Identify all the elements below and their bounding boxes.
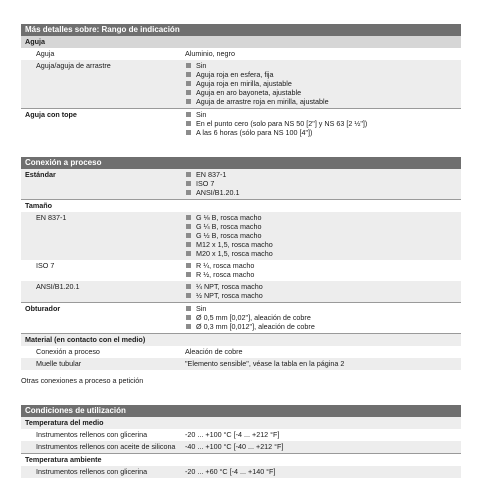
table-row [21, 281, 461, 303]
row-label: Obturador [21, 303, 181, 334]
row-label: Estándar [21, 169, 181, 200]
row-value: -20 ... +60 °C [-4 ... +140 °F] [181, 466, 461, 478]
row-label: Material (en contacto con el medio) [21, 334, 461, 347]
row-value: -40 ... +100 °C [-40 ... +212 °F] [181, 441, 461, 454]
list-item: Sin [185, 110, 457, 119]
list-item: M12 x 1,5, rosca macho [185, 240, 457, 249]
section-header: Más detalles sobre: Rango de indicación [21, 24, 461, 36]
list-item: Aguja roja en esfera, fija [185, 70, 457, 79]
list-item: R ½, rosca macho [185, 270, 457, 279]
row-label: Instrumentos rellenos con aceite de silicona [21, 441, 181, 454]
section-conexion-proceso [21, 157, 461, 370]
table-row [21, 358, 461, 370]
row-value-list [181, 169, 461, 200]
section-condiciones-utilizacion [21, 405, 461, 478]
table-row [21, 466, 461, 478]
row-label: EN 837-1 [21, 212, 181, 260]
spec-table [21, 169, 461, 370]
list-item: Ø 0,5 mm [0,02"], aleación de cobre [185, 313, 457, 322]
row-label: Temperatura ambiente [21, 454, 461, 467]
table-row [21, 417, 461, 429]
list-item: Sin [185, 61, 457, 70]
row-value-list [181, 260, 461, 281]
row-label: Conexión a proceso [21, 346, 181, 358]
row-value: "Elemento sensible", véase la tabla en la página 2 [181, 358, 461, 370]
table-row [21, 260, 461, 281]
list-item: Aguja roja en mirilla, ajustable [185, 79, 457, 88]
section-rango-indicacion [21, 24, 461, 139]
list-item: Aguja de arrastre roja en mirilla, ajustable [185, 97, 457, 106]
table-row [21, 454, 461, 467]
row-label: Instrumentos rellenos con glicerina [21, 466, 181, 478]
row-label: ISO 7 [21, 260, 181, 281]
table-row [21, 334, 461, 347]
table-row [21, 60, 461, 109]
table-row [21, 441, 461, 454]
row-label: Muelle tubular [21, 358, 181, 370]
row-value: -20 ... +100 °C [-4 ... +212 °F] [181, 429, 461, 441]
row-label: Instrumentos rellenos con glicerina [21, 429, 181, 441]
table-row [21, 109, 461, 140]
row-value-list [181, 60, 461, 109]
table-row [21, 212, 461, 260]
list-item: ANSI/B1.20.1 [185, 188, 457, 197]
list-item: ¼ NPT, rosca macho [185, 282, 457, 291]
spec-table [21, 36, 461, 139]
list-item: ½ NPT, rosca macho [185, 291, 457, 300]
row-value: Aleación de cobre [181, 346, 461, 358]
row-value-list [181, 281, 461, 303]
table-row [21, 429, 461, 441]
section-header: Condiciones de utilización [21, 405, 461, 417]
list-item: Aguja en aro bayoneta, ajustable [185, 88, 457, 97]
row-value-list [181, 212, 461, 260]
table-row [21, 200, 461, 213]
table-row [21, 169, 461, 200]
table-row [21, 346, 461, 358]
list-item: G ¼ B, rosca macho [185, 222, 457, 231]
list-item: G ⅛ B, rosca macho [185, 213, 457, 222]
list-item: Sin [185, 304, 457, 313]
list-item: En el punto cero (solo para NS 50 [2"] y NS 63 [2 ½"]) [185, 119, 457, 128]
list-item: G ½ B, rosca macho [185, 231, 457, 240]
table-row [21, 36, 461, 48]
row-label: Tamaño [21, 200, 461, 213]
list-item: EN 837-1 [185, 170, 457, 179]
row-label: ANSI/B1.20.1 [21, 281, 181, 303]
spec-table [21, 417, 461, 478]
section-header: Conexión a proceso [21, 157, 461, 169]
row-value-list [181, 109, 461, 140]
row-value: Aluminio, negro [181, 48, 461, 60]
list-item: M20 x 1,5, rosca macho [185, 249, 457, 258]
row-label: Aguja [21, 36, 461, 48]
row-label: Temperatura del medio [21, 417, 461, 429]
list-item: A las 6 horas (sólo para NS 100 [4"]) [185, 128, 457, 137]
list-item: Ø 0,3 mm [0,012"], aleación de cobre [185, 322, 457, 331]
list-item: R ¼, rosca macho [185, 261, 457, 270]
row-label: Aguja [21, 48, 181, 60]
list-item: ISO 7 [185, 179, 457, 188]
row-value-list [181, 303, 461, 334]
footnote: Otras conexiones a proceso a petición [21, 376, 144, 385]
row-label: Aguja/aguja de arrastre [21, 60, 181, 109]
table-row [21, 48, 461, 60]
table-row [21, 303, 461, 334]
row-label: Aguja con tope [21, 109, 181, 140]
